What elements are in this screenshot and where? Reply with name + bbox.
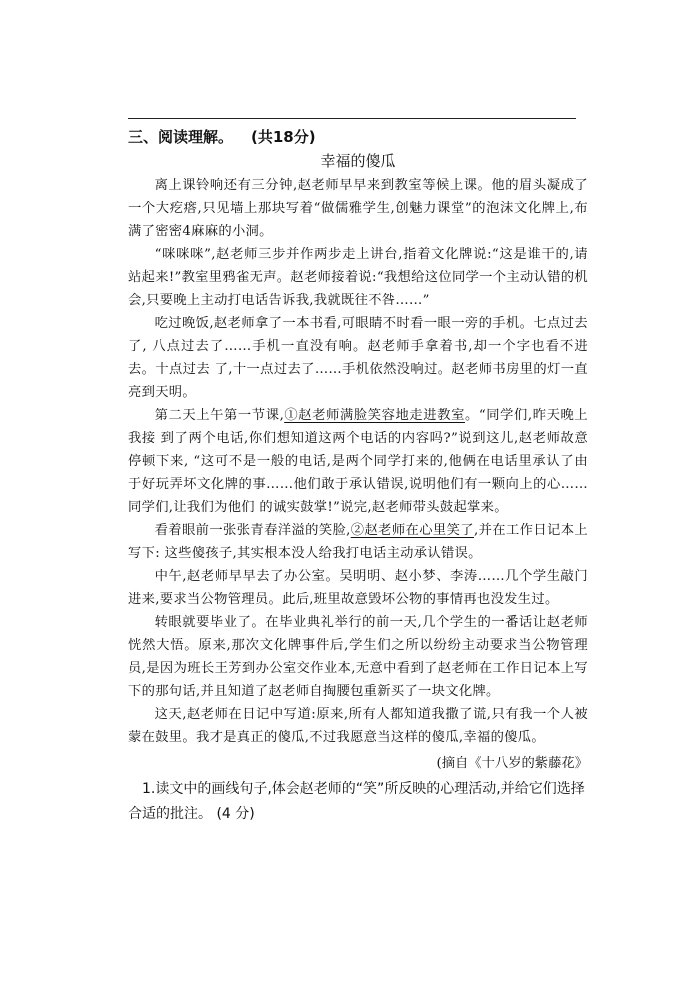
section-heading-text: 三、阅读理解。 [128, 128, 234, 146]
paragraph-5-lead: 看着眼前一张张青春洋溢的笑脸, [154, 523, 351, 538]
article-title: 幸福的傻瓜 [320, 152, 396, 170]
paragraph-4-rest: 。“同学们,昨天晚上我接 到了两个电话,你们想知道这两个电话的内容吗?”说到这儿,赵老师故意停顿下来, “这可不是一般的电话,是两个同学打来的,他俩在电话里承认了由于好玩弄坏文化牌的事……他们敢于承认错误,说明他们有一颗向上的心……同学们,让我们为他们 的诚实鼓掌!”说完,赵老师带头鼓起掌来。 [128, 408, 588, 515]
paragraph-2: “咪咪咪”,赵老师三步并作两步走上讲台,指着文化牌说:“这是谁干的,请站起来!”教室里鸦雀无声。赵老师接着说:“我想给这位同学一个主动认错的机会,只要晚上主动打电话告诉我,我就既往不咎……” [128, 247, 588, 308]
article-source: (摘自《十八岁的紫藤花》 [436, 756, 588, 771]
question-1: 1.读文中的画线句子,体会赵老师的“笑”所反映的心理活动,并给它们选择合适的批注。 (4 分) [128, 781, 585, 822]
section-score: (共18分) [251, 128, 316, 146]
paragraph-1: 离上课铃响还有三分钟,赵老师早早来到教室等候上课。他的眉头凝成了一个大疙瘩,只见墙上那块写着“做儒雅学生,创魅力课堂”的泡沫文化牌上,布满了密密4麻麻的小洞。 [128, 178, 588, 239]
reading-section [128, 125, 588, 827]
paragraph-3: 吃过晚饭,赵老师拿了一本书看,可眼睛不时看一眼一旁的手机。七点过去了, 八点过去了……手机一直没有响。赵老师手拿着书,却一个字也看不进去。十点过去 了,十一点过去了……手机依然没响过。赵老师书房里的灯一直亮到天明。 [128, 316, 588, 400]
paragraph-4 [128, 404, 588, 519]
underlined-sentence-1: ①赵老师满脸笑容地走进教室 [284, 408, 465, 423]
paragraph-5-rest: ,并在工作日记本上写下: 这些傻孩子,其实根本没人给我打电话主动承认错误。 [128, 523, 588, 561]
top-divider [128, 118, 576, 119]
article-body [128, 174, 588, 749]
underlined-sentence-2: ②赵老师在心里笑了 [350, 523, 474, 538]
section-heading [128, 125, 588, 149]
paragraph-5 [128, 519, 588, 565]
paragraph-8: 这天,赵老师在日记中写道:原来,所有人都知道我撒了谎,只有我一个人被蒙在鼓里。我才是真正的傻瓜,不过我愿意当这样的傻瓜,幸福的傻瓜。 [128, 707, 588, 745]
paragraph-4-lead: 第二天上午第一节课, [154, 408, 285, 423]
paragraph-7: 转眼就要毕业了。在毕业典礼举行的前一天,几个学生的一番话让赵老师恍然大悟。原来,那次文化牌事件后,学生们之所以纷纷主动要求当公物管理员,是因为班长王芳到办公室交作业本,无意中看到了赵老师在工作日记本上写下的那句话,并且知道了赵老师自掏腰包重新买了一块文化牌。 [128, 615, 588, 699]
paragraph-6: 中午,赵老师早早去了办公室。吴明明、赵小梦、李涛……几个学生敲门进来,要求当公物管理员。此后,班里故意毁坏公物的事情再也没发生过。 [128, 569, 588, 607]
